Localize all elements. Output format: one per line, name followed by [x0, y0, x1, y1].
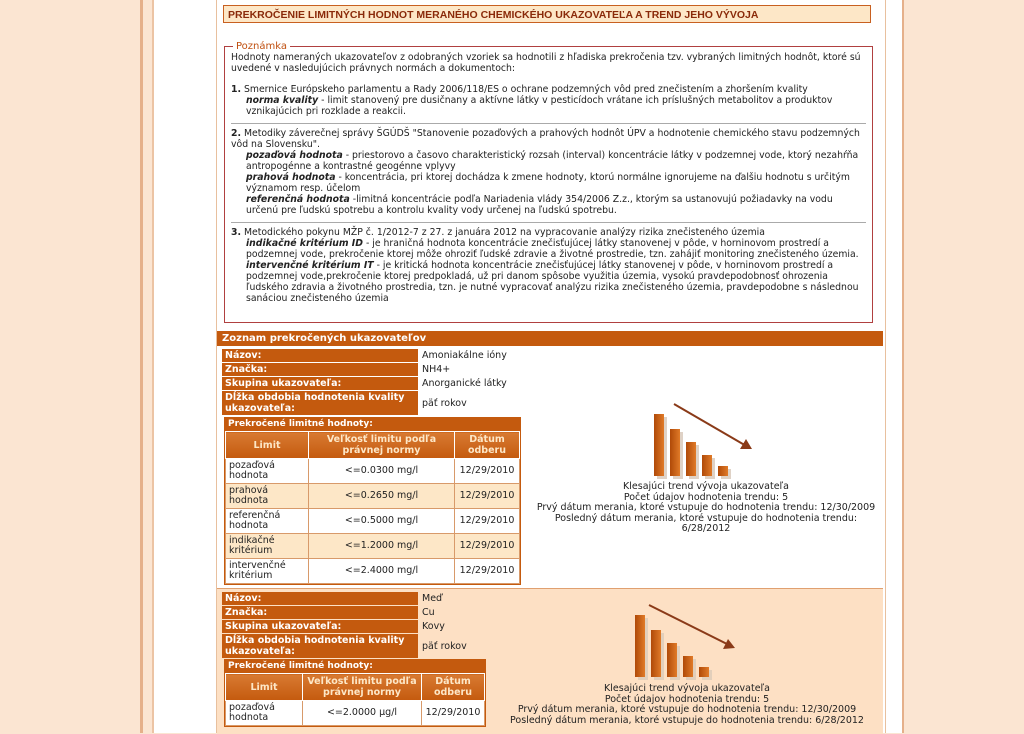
col-size: Veľkosť limitu podľa právnej normy: [303, 674, 422, 701]
note-intro: Hodnoty nameraných ukazovateľov z odobraných vzoriek sa hodnotili z hľadiska prekročenia tzv. vybraných limitných hodnôt, ktoré sú uvedené v nasledujúcich právnych normách a dokumentoch:: [231, 52, 861, 74]
cell-size: <=2.0000 µg/l: [303, 701, 422, 726]
cell-size: <=0.0300 mg/l: [309, 459, 455, 484]
cell-size: <=1.2000 mg/l: [309, 534, 455, 559]
label-period: Dĺžka obdobia hodnotenia kvality ukazovateľa:: [222, 391, 418, 415]
indicator-info: [222, 592, 471, 659]
definition: -limitná koncentrácie podľa Nariadenia vlády 354/2006 Z.z., ktorým sa ustanovujú požiadavky na vodu určenú pre ľudskú spotrebu a kontrolu kvality vody určenej na ľudskú spotrebu.: [246, 194, 833, 216]
col-limit: Limit: [226, 432, 309, 459]
section-number: 1.: [231, 84, 242, 95]
cell-size: <=0.2650 mg/l: [309, 484, 455, 509]
cell-limit: referenčná hodnota: [226, 509, 309, 534]
indicator-info: [222, 349, 511, 416]
info-row-group: [222, 620, 471, 633]
indicator-item: [217, 346, 883, 587]
value-mark: Cu: [422, 607, 435, 618]
term: prahová hodnota: [246, 172, 336, 183]
trend-last-date: Posledný dátum merania, ktoré vstupuje do hodnotenia trendu: 6/28/2012: [554, 512, 858, 534]
info-row-period: [222, 391, 511, 415]
value-period: päť rokov: [422, 640, 467, 652]
term: intervenčné kritérium IT: [246, 260, 374, 271]
section-number: 2.: [231, 128, 242, 139]
trend-first-date: Prvý dátum merania, ktoré vstupuje do hodnotenia trendu: 12/30/2009: [536, 502, 876, 513]
table-row: [226, 559, 520, 584]
table-row: [226, 459, 520, 484]
trend-last-date: Posledný dátum merania, ktoré vstupuje do hodnotenia trendu: 6/28/2012: [510, 714, 864, 726]
label-mark: Značka:: [222, 363, 418, 376]
term: pozaďová hodnota: [246, 150, 343, 161]
page-border-right: [902, 0, 904, 733]
info-row-name: [222, 349, 511, 362]
info-row-name: [222, 592, 471, 605]
trend-count: Počet údajov hodnotenia trendu: 5: [623, 491, 789, 503]
info-row-mark: [222, 606, 471, 619]
info-row-group: [222, 377, 511, 390]
label-period: Dĺžka obdobia hodnotenia kvality ukazovateľa:: [222, 634, 418, 658]
value-name: Amoniakálne ióny: [422, 350, 507, 361]
section-number: 3.: [231, 227, 242, 238]
value-period: päť rokov: [422, 397, 467, 409]
value-group: Anorganické látky: [422, 378, 507, 389]
definition: - limit stanovený pre dusičnany a aktívne látky v pesticídoch vrátane ich príslušných metabolitov a produktov vznikajúcich pri rozklade a reakcii.: [246, 95, 833, 117]
cell-limit: pozaďová hodnota: [226, 701, 303, 726]
cell-limit: indikačné kritérium: [226, 534, 309, 559]
term: indikačné kritérium ID: [246, 238, 363, 249]
trend-label: Klesajúci trend vývoja ukazovateľa: [604, 683, 770, 694]
info-row-period: [222, 634, 471, 658]
trend-panel: [507, 602, 867, 726]
col-date: Dátum odberu: [455, 432, 520, 459]
trend-first-date: Prvý dátum merania, ktoré vstupuje do hodnotenia trendu: 12/30/2009: [517, 704, 857, 715]
note-section-3: [231, 222, 866, 304]
page-border-left: [140, 0, 143, 733]
table-row: [226, 701, 485, 726]
page-title: PREKROČENIE LIMITNÝCH HODNOT MERANÉHO CHEMICKÉHO UKAZOVATEĽA A TREND JEHO VÝVOJA: [223, 5, 871, 23]
limits-table: [224, 417, 521, 585]
decreasing-trend-icon: [627, 602, 747, 684]
info-row-mark: [222, 363, 511, 376]
cell-date: 12/29/2010: [455, 559, 520, 584]
table-row: [226, 509, 520, 534]
section-text: Smernice Európskeho parlamentu a Rady 2006/118/ES o ochrane podzemných vôd pred znečistením a zhoršením kvality: [243, 84, 808, 95]
term: norma kvality: [246, 95, 319, 106]
cell-size: <=2.4000 mg/l: [309, 559, 455, 584]
label-name: Názov:: [222, 592, 418, 605]
decreasing-trend-icon: [646, 402, 766, 482]
value-name: Meď: [422, 593, 443, 604]
limits-table: [224, 659, 486, 727]
cell-limit: prahová hodnota: [226, 484, 309, 509]
table-row: [226, 484, 520, 509]
col-limit: Limit: [226, 674, 303, 701]
label-group: Skupina ukazovateľa:: [222, 377, 418, 390]
value-group: Kovy: [422, 621, 445, 632]
col-size: Veľkosť limitu podľa právnej normy: [309, 432, 455, 459]
cell-limit: pozaďová hodnota: [226, 459, 309, 484]
section-text: Metodického pokynu MŽP č. 1/2012-7 z 27. z januára 2012 na vypracovanie analýzy rizika znečisteného územia: [243, 227, 765, 238]
label-group: Skupina ukazovateľa:: [222, 620, 418, 633]
cell-limit: intervenčné kritérium: [226, 559, 309, 584]
trend-panel: [535, 402, 877, 535]
definition: - priestorovo a časovo charakteristický rozsah (interval) koncentrácie látky v podzemnej vode, ktorý nezahŕňa antropogénne a kontrastné geogénne vplyvy: [246, 150, 859, 172]
cell-date: 12/29/2010: [455, 534, 520, 559]
cell-date: 12/29/2010: [455, 509, 520, 534]
cell-date: 12/29/2010: [455, 484, 520, 509]
note-section-1: [231, 80, 866, 117]
value-mark: NH4+: [422, 364, 451, 375]
exceeded-list-header: Zoznam prekročených ukazovateľov: [217, 331, 883, 346]
table-row: [226, 534, 520, 559]
definition: - koncentrácia, pri ktorej dochádza k zmene hodnoty, ktorú normálne ignorujeme na ďalšiu hodnotu s určitým významom resp. účelom: [246, 172, 850, 194]
note-box: [224, 41, 873, 323]
definition: - je hraničná hodnota koncentrácie znečisťujúcej látky stanovenej v pôde, v horninovom prostredí a podzemnej vode, prekročenie ktorej môže ohroziť ľudské zdravie a životné prostredie, tzn. zahájiť monitoring znečisteného územia.: [246, 238, 859, 260]
definition: - je kritická hodnota koncentrácie znečisťujúcej látky stanovenej v pôde, v horninovom prostredí a podzemnej vode,prekročenie ktorej predpokladá, už pri danom spôsobe využitia územia, vysokú pravdepodobnosť ohrozenia ľudského zdravia a životného prostredia, tzn. je nutné vypracovať analýzu rizika znečisteného územia, pravdepodobne s následnou sanáciou znečisteného územia: [246, 260, 859, 304]
note-section-2: [231, 123, 866, 216]
limits-caption: Prekročené limitné hodnoty:: [225, 660, 485, 673]
term: referenčná hodnota: [246, 194, 350, 205]
cell-size: <=0.5000 mg/l: [309, 509, 455, 534]
limits-caption: Prekročené limitné hodnoty:: [225, 418, 520, 431]
cell-date: 12/29/2010: [455, 459, 520, 484]
label-name: Názov:: [222, 349, 418, 362]
trend-count: Počet údajov hodnotenia trendu: 5: [604, 693, 770, 705]
section-text: Metodiky záverečnej správy ŠGÚDŠ "Stanovenie pozaďových a prahových hodnôt ÚPV a hodnotenie chemického stavu podzemných vôd na Slovensku".: [231, 128, 860, 150]
cell-date: 12/29/2010: [422, 701, 485, 726]
indicator-item: [217, 588, 883, 734]
note-legend: Poznámka: [236, 41, 287, 52]
col-date: Dátum odberu: [422, 674, 485, 701]
label-mark: Značka:: [222, 606, 418, 619]
trend-label: Klesajúci trend vývoja ukazovateľa: [623, 481, 789, 492]
